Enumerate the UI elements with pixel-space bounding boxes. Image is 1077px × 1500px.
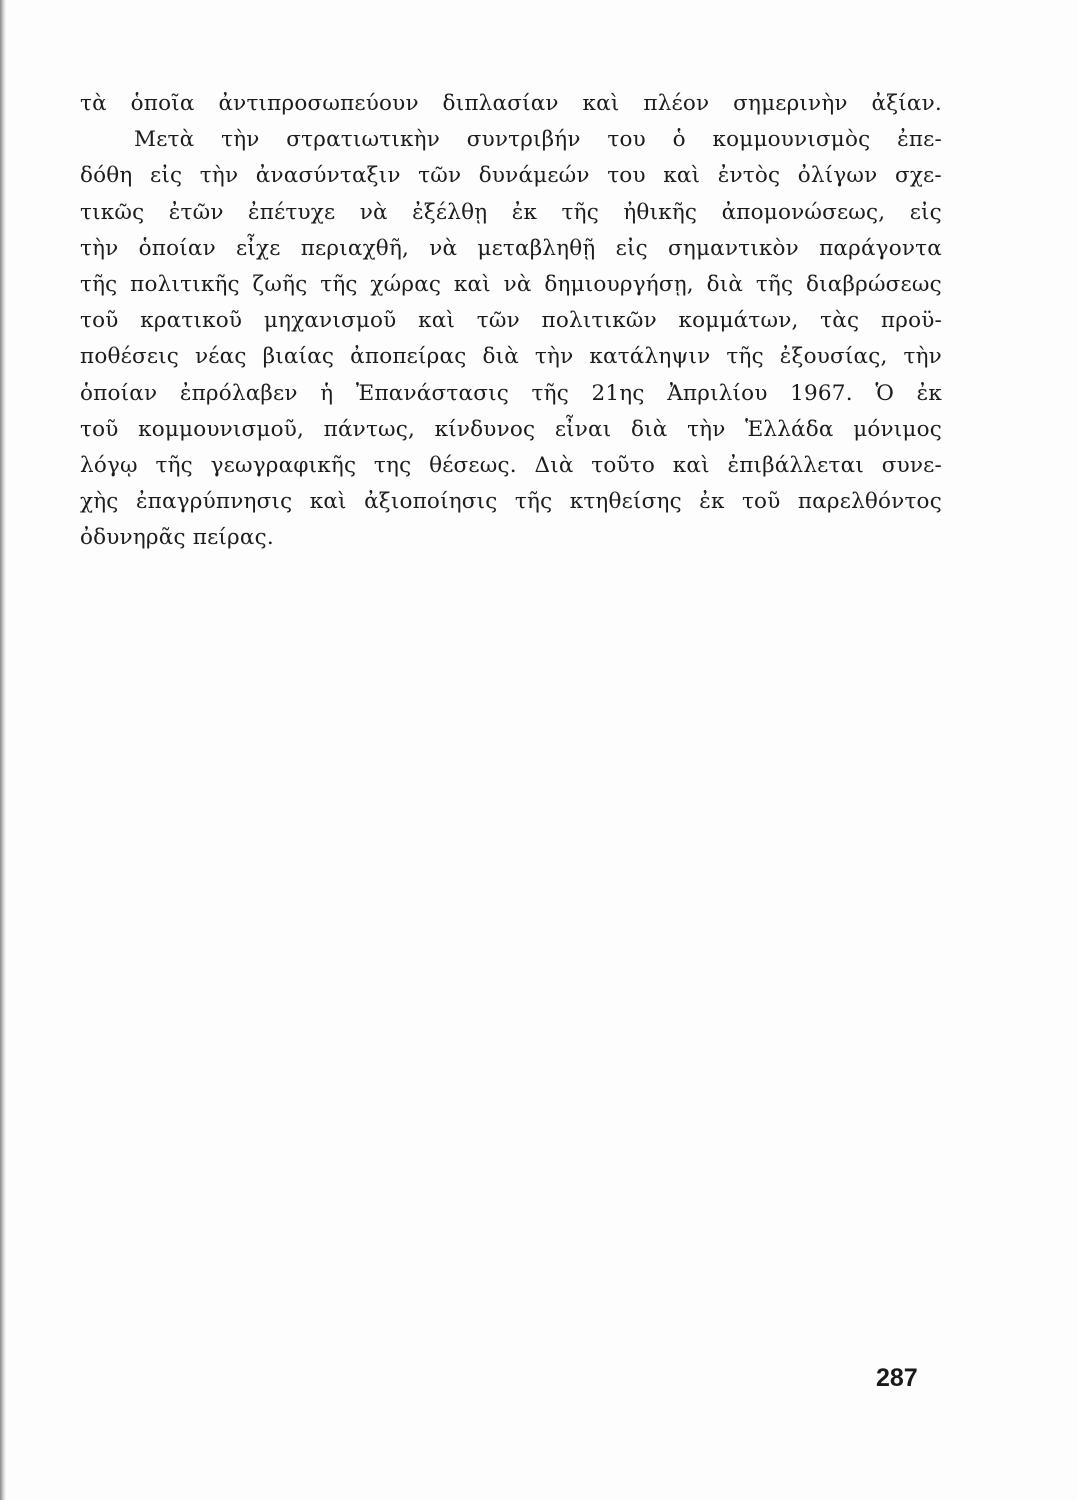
word: κομμάτων, [678, 308, 799, 334]
word: ὁποίαν [80, 380, 158, 406]
word: συντριβήν [466, 127, 581, 153]
word: τοῦτο [591, 452, 656, 478]
word: νὰ [359, 199, 388, 225]
word: ποθέσεις [80, 344, 180, 370]
text-line [80, 303, 942, 339]
word: ἐκ [511, 199, 538, 225]
word: Ἑλλάδα [745, 416, 834, 442]
word: πάντως, [323, 416, 416, 442]
word: τοῦ [80, 308, 119, 334]
word: ἐτῶν [168, 199, 224, 225]
word: νέας [195, 344, 247, 370]
text-line [80, 448, 942, 484]
word: εἶναι [554, 416, 612, 442]
word: τὴν [534, 344, 574, 370]
page-binding-edge [0, 0, 6, 1500]
word: τικῶς [80, 199, 145, 225]
word: τὴν [80, 235, 119, 261]
word: ἠθικῆς [623, 199, 698, 225]
word: προϋ- [880, 308, 942, 334]
word: διὰ [630, 416, 668, 442]
word: τῶν [476, 308, 520, 334]
word: βιαίας [262, 344, 335, 370]
text-line [80, 231, 942, 267]
word: δόθη [80, 163, 133, 189]
word: εἰς [150, 163, 183, 189]
word: τῆς [726, 344, 764, 370]
word: χὴς [80, 489, 119, 515]
word: ὁποίαν [138, 235, 216, 261]
word: νὰ [503, 271, 532, 297]
text-line [80, 195, 942, 231]
word: ὁ [672, 127, 686, 153]
word: σχε- [894, 163, 942, 189]
word: ἐντὸς [717, 163, 781, 189]
word: καὶ [582, 91, 620, 116]
page-number: 287 [876, 1364, 918, 1392]
word: της [373, 452, 412, 478]
word: καὶ [453, 271, 491, 297]
word: μόνιμος [853, 416, 942, 442]
word: εἰς [615, 235, 648, 261]
word: Διὰ [534, 452, 574, 478]
word: 1967. [790, 380, 853, 406]
word: πολιτικῆς [130, 271, 240, 297]
word: τῆς [531, 380, 569, 406]
text-line [80, 158, 942, 194]
word: κίνδυνος [434, 416, 536, 442]
word: μηχανισμοῦ [263, 308, 397, 334]
word: μεταβληθῇ [477, 235, 596, 261]
word: περιαχθῆ, [300, 235, 410, 261]
word: Ἀπριλίου [667, 380, 768, 406]
word: καὶ [418, 308, 456, 334]
word: πολιτικῶν [541, 308, 657, 334]
word: 21ης [591, 380, 645, 406]
word: ὀλίγων [797, 163, 878, 189]
word: εἶχε [236, 235, 281, 261]
text-line [80, 86, 942, 122]
word: θέσεως. [429, 452, 517, 478]
word: διαβρώσεως [805, 271, 942, 297]
word: διπλασίαν [442, 91, 559, 116]
word: διὰ [706, 271, 744, 297]
word: ἐπιβάλλεται [727, 452, 864, 478]
word: ἐπαγρύπνησις [135, 489, 293, 515]
word: πλέον [643, 91, 710, 116]
word: ἐξουσίας, [779, 344, 888, 370]
word: του [607, 163, 646, 189]
word: παράγοντα [819, 235, 942, 261]
word: τὴν [221, 127, 260, 153]
text-line [80, 122, 942, 158]
word: ἐπε- [897, 127, 942, 153]
word: Ἐπανάστασις [355, 380, 509, 406]
text-line [80, 376, 942, 412]
word: δυνάμεών [478, 163, 590, 189]
word: δημιουργήσῃ, [544, 271, 694, 297]
word: κτηθείσης [569, 489, 682, 515]
text-line [80, 412, 942, 448]
word: ζωῆς [252, 271, 308, 297]
word: Μετὰ [134, 127, 195, 153]
text-line [80, 484, 942, 520]
word: καὶ [663, 163, 701, 189]
word: παρελθόντος [797, 489, 942, 515]
word: ἀξιοποίησις [364, 489, 498, 515]
word: τὰ [80, 91, 107, 116]
word: καὶ [309, 489, 347, 515]
word: τῆς [561, 199, 599, 225]
word: τὴν [687, 416, 726, 442]
word: κομμουνισμὸς [712, 127, 871, 153]
word: του [607, 127, 646, 153]
word: λόγῳ [80, 452, 138, 478]
word: χώρας [370, 271, 442, 297]
word: στρατιωτικὴν [286, 127, 440, 153]
word: τῆς [755, 271, 794, 297]
word: τῶν [418, 163, 462, 189]
body-text [80, 86, 942, 556]
word: τῆς [514, 489, 553, 515]
word: εἰς [909, 199, 942, 225]
word: ἀνασύνταξιν [255, 163, 401, 189]
word: τὰς [820, 308, 860, 334]
word: ὀδυνηρᾶς [80, 525, 193, 551]
word: τῆς [320, 271, 358, 297]
text-line [80, 339, 942, 375]
word: Ὁ [875, 380, 894, 406]
word: σημαντικὸν [668, 235, 799, 261]
word: ὁποῖα [130, 91, 195, 116]
word: ἐπρόλαβεν [179, 380, 298, 406]
word: πείρας. [192, 525, 274, 551]
word: ἐξέλθῃ [412, 199, 488, 225]
word: τῆς [80, 271, 118, 297]
word: ἀξίαν. [871, 91, 942, 116]
text-line [80, 267, 942, 303]
word: ἀντιπροσωπεύουν [218, 91, 419, 116]
word: διὰ [482, 344, 519, 370]
word: τὴν [199, 163, 239, 189]
text-line [80, 520, 942, 556]
word: ἡ [320, 380, 334, 406]
word: κατάληψιν [589, 344, 711, 370]
word: γεωγραφικῆς [210, 452, 357, 478]
word: ἐκ [916, 380, 942, 406]
word: τὴν [903, 344, 942, 370]
word: ἐπέτυχε [248, 199, 336, 225]
word: καὶ [672, 452, 710, 478]
word: ἐκ [699, 489, 725, 515]
word: τοῦ [741, 489, 781, 515]
word: κομμουνισμοῦ, [138, 416, 305, 442]
word: τῆς [155, 452, 193, 478]
word: ἀπομονώσεως, [721, 199, 886, 225]
word: συνε- [881, 452, 942, 478]
word: κρατικοῦ [140, 308, 243, 334]
word: νὰ [429, 235, 458, 261]
word: ἀποπείρας [350, 344, 467, 370]
word: τοῦ [80, 416, 119, 442]
word: σημερινὴν [733, 91, 848, 116]
